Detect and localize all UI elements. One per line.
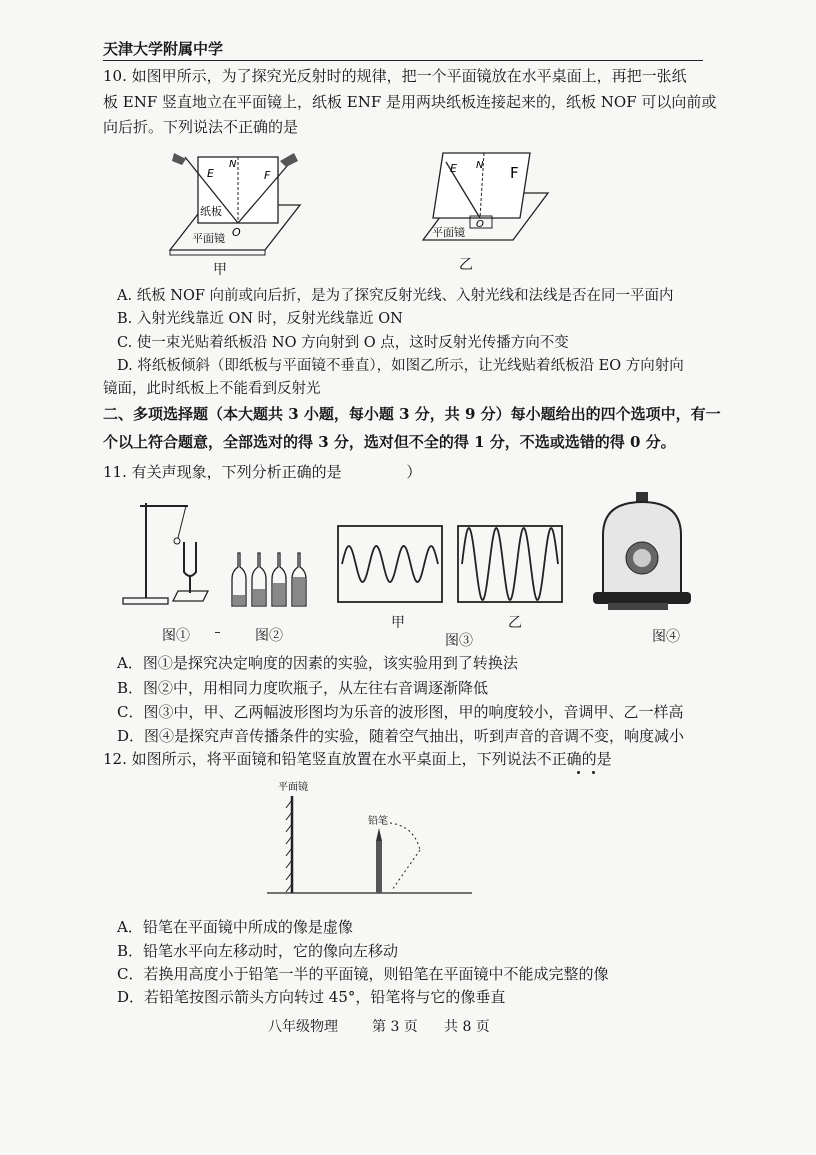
water-1 <box>233 595 245 605</box>
hand-left <box>172 153 186 165</box>
pump-plate <box>608 603 668 610</box>
q12-option-d: D．若铅笔按图示箭头方向转过 45°，铅笔将与它的像垂直 <box>117 988 506 1006</box>
q11-fig3-jia-label: 甲 <box>391 615 405 631</box>
q12-figure <box>262 778 482 898</box>
fork-prongs <box>184 542 196 576</box>
label-e: E <box>450 162 457 175</box>
q11-fig2-bottles <box>228 545 310 610</box>
header-rule <box>103 60 703 61</box>
stray-mark <box>215 632 220 633</box>
footer-page: 第 3 页 <box>372 1019 418 1035</box>
label-n: N <box>476 160 484 171</box>
q11-option-a: A．图①是探究决定响度的因素的实验，该实验用到了转换法 <box>117 654 518 672</box>
hand-right <box>280 153 298 167</box>
q11-stem: 11. 有关声现象，下列分析正确的是 ） <box>103 463 422 481</box>
q11-option-c: C．图③中，甲、乙两幅波形图均为乐音的波形图，甲的响度较小，音调甲、乙一样高 <box>117 703 684 721</box>
stand-base <box>123 598 168 604</box>
q10-figure-yi <box>418 148 558 248</box>
waveform-yi <box>462 528 558 600</box>
q12-option-a: A．铅笔在平面镜中所成的像是虚像 <box>117 918 353 936</box>
footer-subject: 八年级物理 <box>268 1019 338 1035</box>
rotation-arrow <box>390 823 420 850</box>
water-3 <box>273 583 285 605</box>
jar-knob <box>636 492 648 502</box>
q10-stem-line-2: 板 ENF 竖直地立在平面镜上，纸板 ENF 是用两块纸板连接起来的，纸板 NOF 可以向前或 <box>103 93 717 111</box>
emphasis-dot <box>577 771 580 774</box>
footer-total: 共 8 页 <box>444 1019 490 1035</box>
q12-stem: 12. 如图所示，将平面镜和铅笔竖直放置在水平桌面上，下列说法不正确的是 <box>103 750 612 768</box>
section2-line-1: 二、多项选择题（本大题共 3 小题，每小题 3 分，共 9 分）每小题给出的四个选项中，有一 <box>103 405 721 423</box>
q11-fig4-caption: 图④ <box>652 629 680 645</box>
label-o: O <box>232 226 241 239</box>
q11-fig1-tuning-fork <box>118 498 218 613</box>
jar-base <box>593 592 691 604</box>
q11-fig3-waveforms <box>334 522 574 608</box>
waveform-jia-frame <box>338 526 442 602</box>
mirror-edge <box>170 250 265 255</box>
section2-line-2: 个以上符合题意，全部选对的得 3 分，选对但不全的得 1 分，不选或选错的得 0 分。 <box>103 433 676 451</box>
pendulum-string <box>178 506 186 538</box>
pencil-tip <box>376 828 382 841</box>
q10-option-d: D. 将纸板倾斜（即纸板与平面镜不垂直），如图乙所示，让光线贴着纸板沿 EO 方向射向 <box>117 358 684 374</box>
q10-option-a: A. 纸板 NOF 向前或向后折，是为了探究反射光线、入射光线和法线是否在同一平面内 <box>117 288 674 304</box>
clock-face <box>633 549 651 567</box>
q10-figure-jia <box>160 145 310 280</box>
label-paper: 纸板 <box>200 205 222 218</box>
q10-option-c: C. 使一束光贴着纸板沿 NO 方向射到 O 点，这时反射光传播方向不变 <box>117 335 569 351</box>
emphasis-dot <box>592 771 595 774</box>
q12-option-c: C．若换用高度小于铅笔一半的平面镜，则铅笔在平面镜中不能成完整的像 <box>117 965 609 983</box>
q11-option-b: B．图②中，用相同力度吹瓶子，从左往右音调逐渐降低 <box>117 679 489 697</box>
q12-option-b: B．铅笔水平向左移动时，它的像向左移动 <box>117 942 399 960</box>
label-mirror: 平面镜 <box>432 226 465 239</box>
pencil-body <box>376 841 382 893</box>
q11-fig3-yi-label: 乙 <box>508 615 522 631</box>
q11-fig4-bell-jar <box>588 490 698 615</box>
school-name: 天津大学附属中学 <box>103 40 224 58</box>
q11-fig1-caption: 图① <box>162 628 190 644</box>
q10-stem-line-1: 10. 如图甲所示，为了探究光反射时的规律，把一个平面镜放在水平桌面上，再把一张纸 <box>103 67 687 85</box>
water-2 <box>253 589 265 605</box>
q10-fig-yi-caption: 乙 <box>459 257 473 273</box>
q10-fig-jia-caption: 甲 <box>213 262 227 278</box>
mirror-label: 平面镜 <box>278 782 308 793</box>
rotated-pencil-guide <box>392 850 420 890</box>
waveform-jia <box>342 546 438 582</box>
label-f: F <box>264 169 271 182</box>
label-n: N <box>229 159 237 170</box>
q10-stem-line-3: 向后折。下列说法不正确的是 <box>103 118 299 136</box>
label-e: E <box>207 167 214 180</box>
label-mirror: 平面镜 <box>192 232 225 245</box>
waveform-yi-frame <box>458 526 562 602</box>
label-f: F <box>510 164 519 182</box>
water-4 <box>293 577 305 605</box>
q10-option-b: B. 入射光线靠近 ON 时，反射光线靠近 ON <box>117 311 403 327</box>
q11-option-d: D．图④是探究声音传播条件的实验，随着空气抽出，听到声音的音调不变，响度减小 <box>117 727 685 745</box>
label-o: O <box>476 219 484 230</box>
pencil-label: 铅笔 <box>368 816 388 827</box>
q10-option-d-cont: 镜面，此时纸板上不能看到反射光 <box>103 381 321 397</box>
pendulum-ball <box>174 538 180 544</box>
q11-fig2-caption: 图② <box>255 628 283 644</box>
q11-fig3-caption: 图③ <box>445 633 473 649</box>
